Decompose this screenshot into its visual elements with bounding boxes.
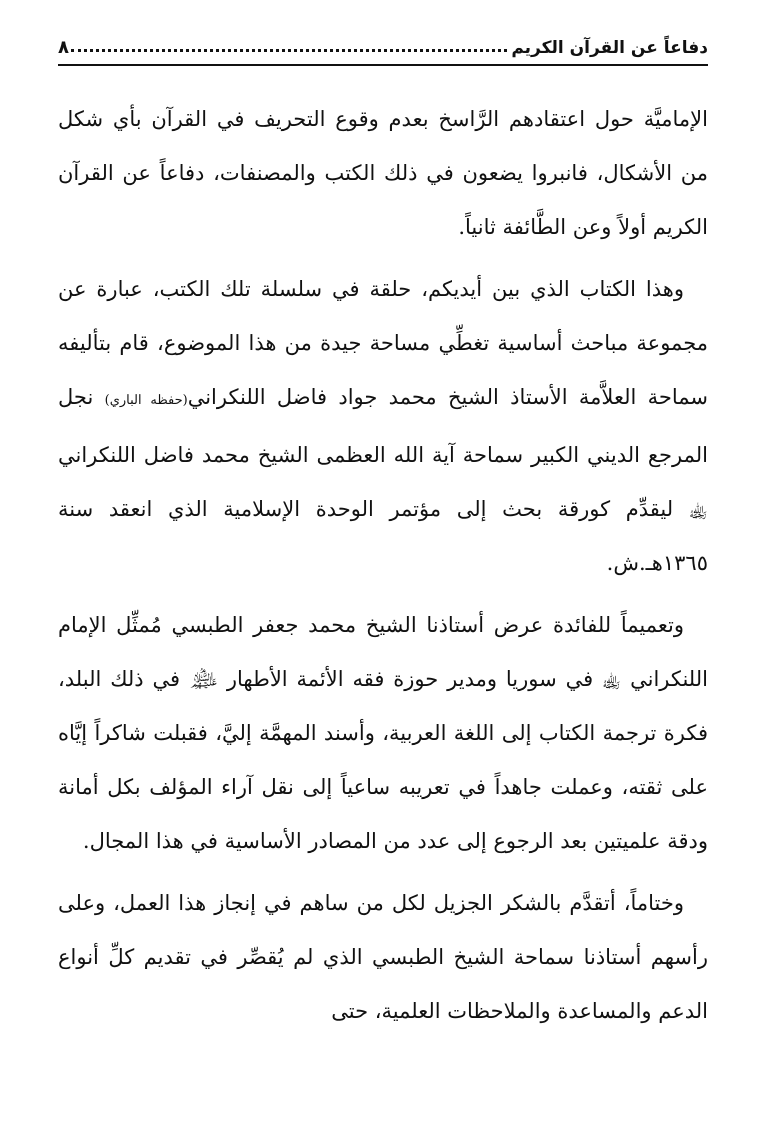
running-header <box>58 30 708 58</box>
paragraph-2-honorific-note: (حفظه الباري) <box>104 393 188 408</box>
header-dot-leader <box>71 48 507 52</box>
paragraph-2 <box>58 262 708 590</box>
header-rule <box>58 64 708 66</box>
paragraph-2-text-start: وهذا الكتاب الذي بين أيديكم، حلقة في سلسلة تلك الكتب، عبارة عن مجموعة مباحث أساسية تغطِّي مساحة جيدة من هذا الموضوع، قام بتأليفه سماحة العلاَّمة الأستاذ الشيخ محمد جواد فاضل اللنكراني <box>58 277 709 409</box>
paragraph-4: وختاماً، أتقدَّم بالشكر الجزيل لكل من ساهم في إنجاز هذا العمل، وعلى رأسهم أستاذنا سماحة الشيخ الطبسي الذي لم يُقصِّر في تقديم كلِّ أنواع الدعم والمساعدة والملاحظات العلمية، حتى <box>58 891 708 1023</box>
page-number: ٨ <box>58 37 69 58</box>
book-title: دفاعاً عن القرآن الكريم <box>511 38 708 58</box>
paragraph-3: وتعميماً للفائدة عرض أستاذنا الشيخ محمد جعفر الطبسي مُمثِّل الإمام اللنكراني ﵀ في سوريا ومدير حوزة فقه الأئمة الأطهار ﵈ في ذلك البلد، فكرة ترجمة الكتاب إلى اللغة العربية، وأسند المهمَّة إليَّ، فقبلت شاكراً إيَّاه على ثقته، وعملت جاهداً في تعريبه ساعياً إلى نقل آراء المؤلف بكل أمانة ودقة علميتين بعد الرجوع إلى عدد من المصادر الأساسية في هذا المجال. <box>58 613 708 853</box>
paragraph-1: الإماميَّة حول اعتقادهم الرَّاسخ بعدم وقوع التحريف في القرآن بأي شكل من الأشكال، فانبروا يضعون في ذلك الكتب والمصنفات، دفاعاً عن القرآن الكريم أولاً وعن الطَّائفة ثانياً. <box>58 107 708 239</box>
body-text <box>58 92 708 1046</box>
paragraph-2-text-end: نجل المرجع الديني الكبير سماحة آية الله العظمى الشيخ محمد فاضل اللنكراني ﵀ ليقدِّم كورقة بحث إلى مؤتمر الوحدة الإسلامية الذي انعقد سنة ١٣٦٥هـ.ش. <box>58 385 708 575</box>
